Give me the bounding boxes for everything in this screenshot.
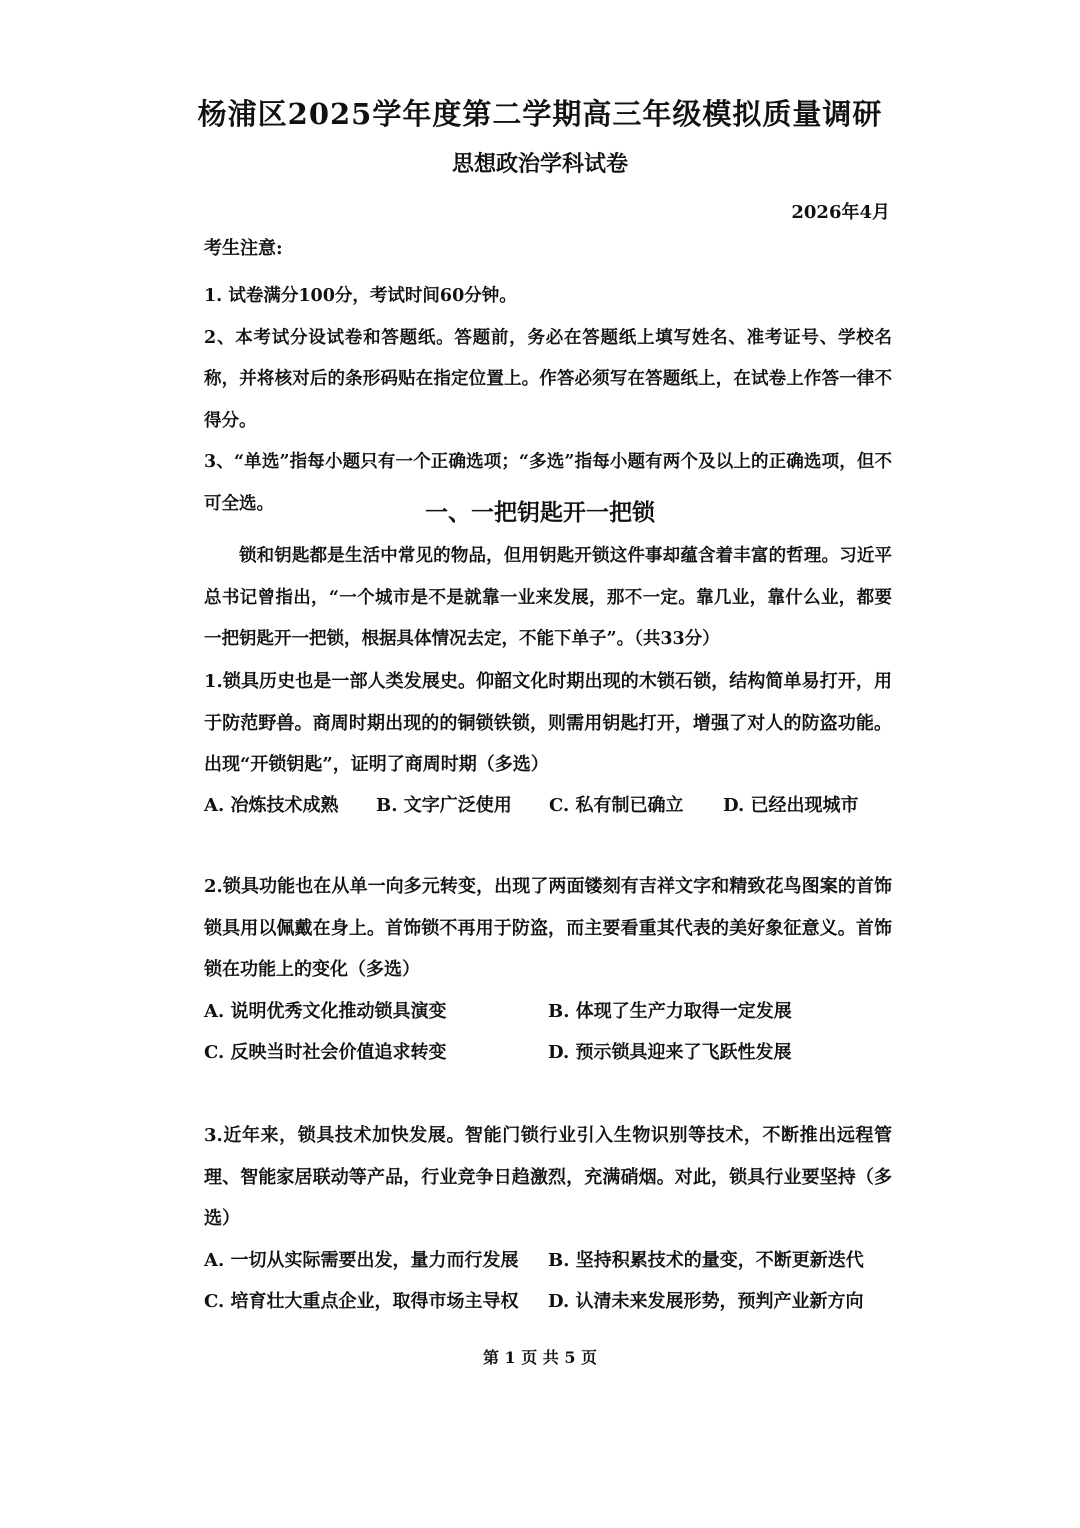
question-stem: 3.近年来，锁具技术加快发展。智能门锁行业引入生物识别等技术，不断推出远程管理、智能家居联动等产品，行业竞争日趋激烈，充满硝烟。对此，锁具行业要坚持（多选） [204, 1125, 892, 1229]
question-options [204, 991, 892, 1073]
question-3 [204, 1115, 892, 1322]
exam-title: 杨浦区2025学年度第二学期高三年级模拟质量调研 [197, 97, 883, 131]
option-b: B. 体现了生产力取得一定发展 [548, 1000, 792, 1022]
option-b: B. 坚持积累技术的量变，不断更新迭代 [548, 1249, 864, 1271]
option-b: B. 文字广泛使用 [376, 794, 512, 816]
page-number: 第 1 页 共 5 页 [482, 1348, 598, 1367]
note-item: 3、“单选”指每小题只有一个正确选项；“多选”指每小题有两个及以上的正确选项，但不可全选。 [204, 452, 892, 514]
option-d: D. 已经出现城市 [723, 794, 859, 816]
option-d: D. 认清未来发展形势，预判产业新方向 [548, 1290, 864, 1312]
question-options [204, 1240, 892, 1322]
question-stem: 2.锁具功能也在从单一向多元转变，出现了两面镂刻有吉祥文字和精致花鸟图案的首饰锁具用以佩戴在身上。首饰锁不再用于防盗，而主要看重其代表的美好象征意义。首饰锁在功能上的变化（多选） [204, 876, 892, 980]
exam-subtitle: 思想政治学科试卷 [451, 151, 628, 177]
question-2 [204, 866, 892, 1073]
question-1 [204, 661, 892, 826]
question-stem: 1.锁具历史也是一部人类发展史。仰韶文化时期出现的木锁石锁，结构简单易打开，用于防范野兽。商周时期出现的的铜锁铁锁，则需用钥匙打开，增强了对人的防盗功能。出现“开锁钥匙”，证明了商周时期（多选） [204, 671, 892, 775]
exam-date: 2026年4月 [791, 202, 890, 223]
option-d: D. 预示锁具迎来了飞跃性发展 [548, 1041, 792, 1063]
option-a: A. 冶炼技术成熟 [204, 794, 339, 816]
option-c: C. 私有制已确立 [549, 794, 684, 816]
section-title: 一、一把钥匙开一把锁 [425, 499, 655, 526]
notes-list [204, 276, 892, 525]
note-item: 2、本考试分设试卷和答题纸。答题前，务必在答题纸上填写姓名、准考证号、学校名称，并将核对后的条形码贴在指定位置上。作答必须写在答题纸上，在试卷上作答一律不得分。 [204, 327, 892, 431]
section-intro: 锁和钥匙都是生活中常见的物品，但用钥匙开锁这件事却蕴含着丰富的哲理。习近平总书记曾指出，“一个城市是不是就靠一业来发展，那不一定。靠几业，靠什么业，都要一把钥匙开一把锁，根据具体情况去定，不能下单子”。（共33分） [204, 546, 892, 649]
option-a: A. 一切从实际需要出发，量力而行发展 [204, 1249, 519, 1271]
option-c: C. 反映当时社会价值追求转变 [204, 1041, 447, 1063]
question-options [204, 786, 892, 826]
notes-heading: 考生注意: [204, 238, 283, 259]
option-c: C. 培育壮大重点企业，取得市场主导权 [204, 1290, 519, 1312]
note-item: 1. 试卷满分100分，考试时间60分钟。 [204, 286, 517, 306]
option-a: A. 说明优秀文化推动锁具演变 [204, 1000, 447, 1022]
